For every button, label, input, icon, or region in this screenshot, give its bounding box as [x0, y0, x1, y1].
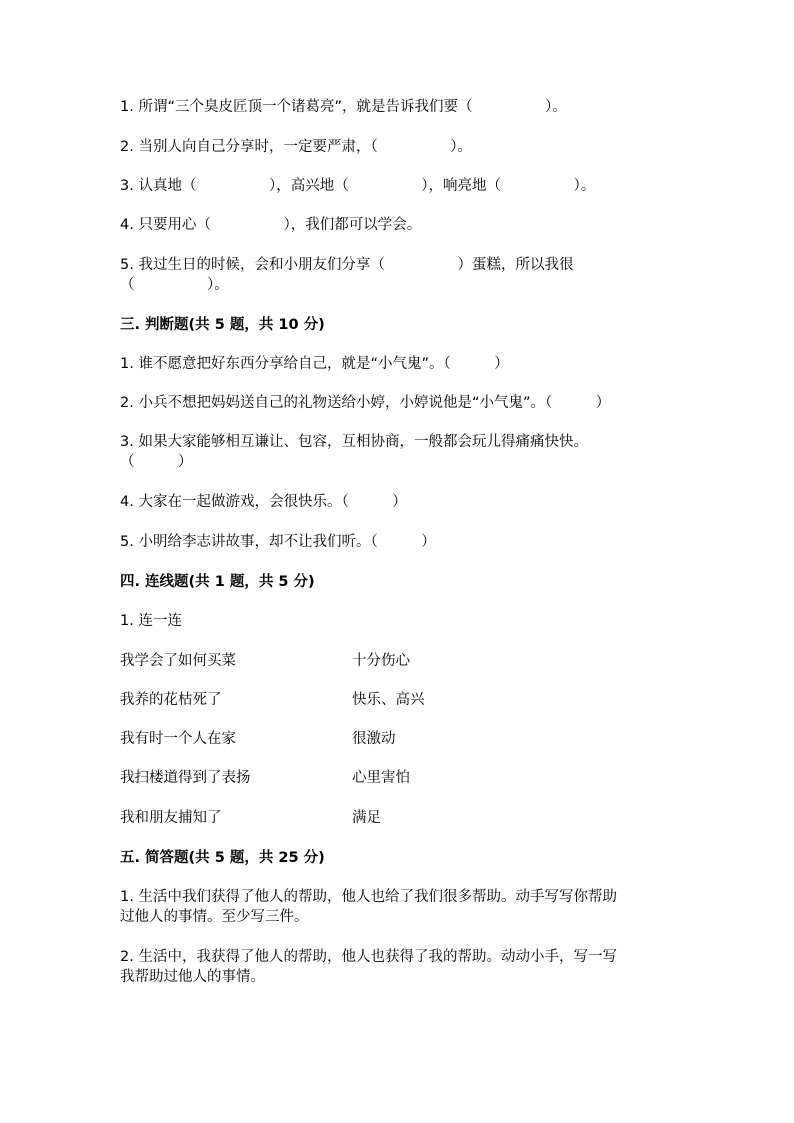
matching-left-item: 我有时一个人在家	[120, 731, 236, 747]
matching-right-item: 满足	[352, 810, 381, 826]
fill-blank-question-5-line-1: 5. 我过生日的时候，会和小朋友们分享（ ）蛋糕，所以我很	[120, 257, 574, 273]
judge-question-1: 1. 谁不愿意把好东西分享给自己，就是“小气鬼”。（ ）	[120, 356, 509, 372]
short-answer-question-2-line-1: 2. 生活中，我获得了他人的帮助，他人也获得了我的帮助。动动小手，写一写	[120, 949, 617, 965]
short-answer-question-1-line-2: 过他人的事情。至少写三件。	[120, 909, 309, 925]
matching-right-item: 快乐、高兴	[352, 692, 425, 708]
matching-section-heading: 四. 连线题(共 1 题，共 5 分)	[120, 574, 315, 590]
matching-left-item: 我扫楼道得到了表扬	[120, 770, 251, 786]
judge-question-4: 4. 大家在一起做游戏，会很快乐。（ ）	[120, 494, 407, 510]
matching-right-item: 很激动	[352, 731, 396, 747]
fill-blank-question-2: 2. 当别人向自己分享时，一定要严肃，（ ）。	[120, 139, 472, 155]
matching-left-item: 我学会了如何买菜	[120, 653, 236, 669]
fill-blank-question-1: 1. 所谓“三个臭皮匠顶一个诸葛亮”，就是告诉我们要（ ）。	[120, 99, 567, 115]
judge-question-3-line-2: （ ）	[120, 454, 193, 470]
judge-question-5: 5. 小明给李志讲故事，却不让我们听。（ ）	[120, 534, 436, 550]
short-answer-question-2-line-2: 我帮助过他人的事情。	[120, 969, 265, 985]
fill-blank-question-5-line-2: （ ）。	[120, 277, 229, 293]
matching-left-item: 我和朋友捕知了	[120, 810, 222, 826]
judge-question-2: 2. 小兵不想把妈妈送自己的礼物送给小婷，小婷说他是“小气鬼”。（ ）	[120, 395, 611, 411]
matching-right-item: 心里害怕	[352, 770, 410, 786]
matching-right-item: 十分伤心	[352, 653, 410, 669]
matching-question: 1. 连一连	[120, 613, 182, 629]
fill-blank-question-3: 3. 认真地（ ），高兴地（ ），响亮地（ ）。	[120, 178, 596, 194]
matching-left-item: 我养的花枯死了	[120, 692, 222, 708]
short-answer-question-1-line-1: 1. 生活中我们获得了他人的帮助，他人也给了我们很多帮助。动手写写你帮助	[120, 889, 617, 905]
judge-section-heading: 三. 判断题(共 5 题，共 10 分)	[120, 317, 325, 333]
short-answer-section-heading: 五. 简答题(共 5 题，共 25 分)	[120, 850, 325, 866]
judge-question-3-line-1: 3. 如果大家能够相互谦让、包容，互相协商，一般都会玩儿得痛痛快快。	[120, 434, 588, 450]
fill-blank-question-4: 4. 只要用心（ ），我们都可以学会。	[120, 217, 422, 233]
